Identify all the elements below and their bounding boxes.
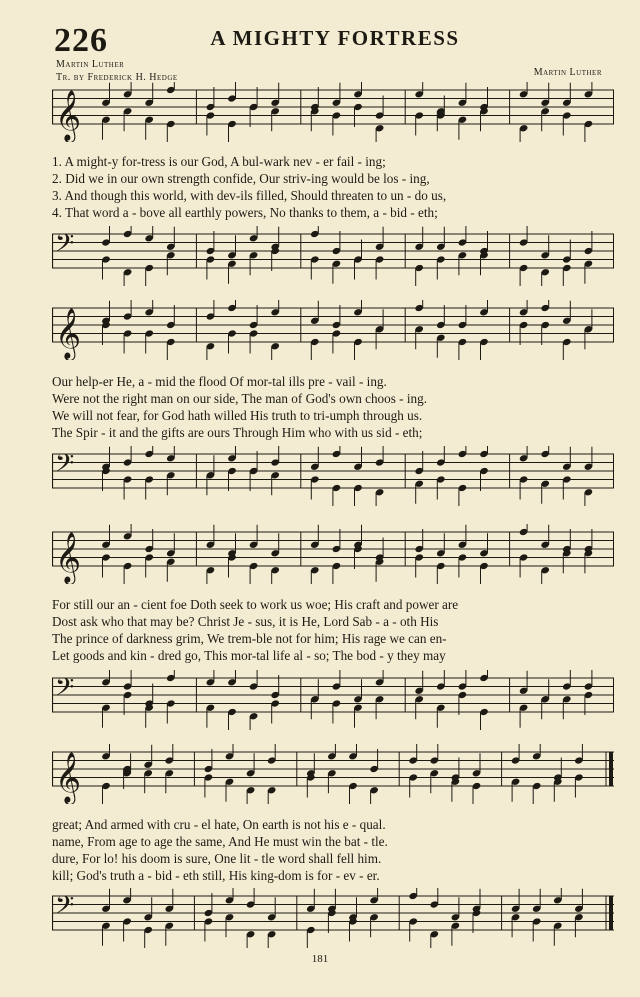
lyric-line: For still our an - cient foe Doth seek to work us woe; His craft and power are [52, 597, 459, 612]
lyrics-block-1 [52, 153, 614, 221]
music-system-2 [52, 300, 614, 500]
bass-staff [52, 670, 614, 730]
hymn-number: 226 [54, 22, 108, 59]
lyric-line: Let goods and kin - dred go, This mor-tal life al - so; The bod - y they may [52, 648, 446, 663]
bass-staff [52, 446, 614, 506]
bass-clef-icon: 𝄢 [55, 449, 75, 484]
bass-clef-icon: 𝄢 [55, 891, 75, 926]
lyric-line: Dost ask who that may be? Christ Je - sus, it is He, Lord Sab - a - oth His [52, 614, 439, 629]
lyrics-block-2 [52, 373, 614, 441]
final-barline [609, 752, 613, 786]
lyric-line: kill; God's truth a - bid - eth still, His king-dom is for - ev - er. [52, 868, 380, 883]
bass-staff [52, 226, 614, 286]
lyrics-block-4 [52, 816, 614, 884]
hymn-title: A MIGHTY FORTRESS [210, 26, 460, 50]
lyric-line: We will not fear, for God hath willed His truth to tri-umph through us. [52, 408, 423, 423]
lyric-line: dure, For lo! his doom is sure, One lit - tle word shall fell him. [52, 851, 382, 866]
lyrics-block-3 [52, 596, 614, 664]
lyric-line: Our help-er He, a - mid the flood Of mor-tal ills pre - vail - ing. [52, 374, 387, 389]
bass-staff [52, 888, 614, 948]
music-system-4 [52, 744, 614, 944]
lyric-line: The Spir - it and the gifts are ours Through Him who with us sid - eth; [52, 425, 423, 440]
final-barline [609, 896, 613, 930]
credits-left [56, 58, 178, 84]
music-system-3 [52, 524, 614, 724]
lyric-line: 2. Did we in our own strength confide, Our striv-ing would be los - ing, [52, 171, 430, 186]
lyric-line: 4. That word a - bove all earthly powers, No thanks to them, a - bid - eth; [52, 205, 438, 220]
music-system-1 [52, 82, 614, 282]
treble-clef-icon: 𝄞 [55, 752, 82, 803]
lyric-line: 3. And though this world, with dev-ils filled, Should threaten to un - do us, [52, 188, 447, 203]
treble-staff [52, 744, 614, 804]
translator-credit: Tr. by Frederick H. Hedge [56, 72, 178, 83]
lyric-line: Were not the right man on our side, The man of God's own choos - ing. [52, 391, 428, 406]
treble-staff [52, 524, 614, 584]
author-credit: Martin Luther [56, 59, 125, 70]
bass-clef-icon: 𝄢 [55, 229, 75, 264]
composer-credit: Martin Luther [533, 67, 602, 78]
lyric-line: name, From age to age the same, And He must win the bat - tle. [52, 834, 388, 849]
lyric-line: 1. A might-y for-tress is our God, A bul-wark nev - er fail - ing; [52, 154, 386, 169]
lyric-line: great; And armed with cru - el hate, On earth is not his e - qual. [52, 817, 386, 832]
treble-clef-icon: 𝄞 [55, 308, 82, 359]
page-number: 181 [311, 953, 329, 965]
treble-staff [52, 82, 614, 142]
lyric-line: The prince of darkness grim, We trem-ble not for him; His rage we can en- [52, 631, 447, 646]
treble-clef-icon: 𝄞 [55, 90, 82, 141]
treble-staff [52, 300, 614, 360]
treble-clef-icon: 𝄞 [55, 532, 82, 583]
bass-clef-icon: 𝄢 [55, 673, 75, 708]
